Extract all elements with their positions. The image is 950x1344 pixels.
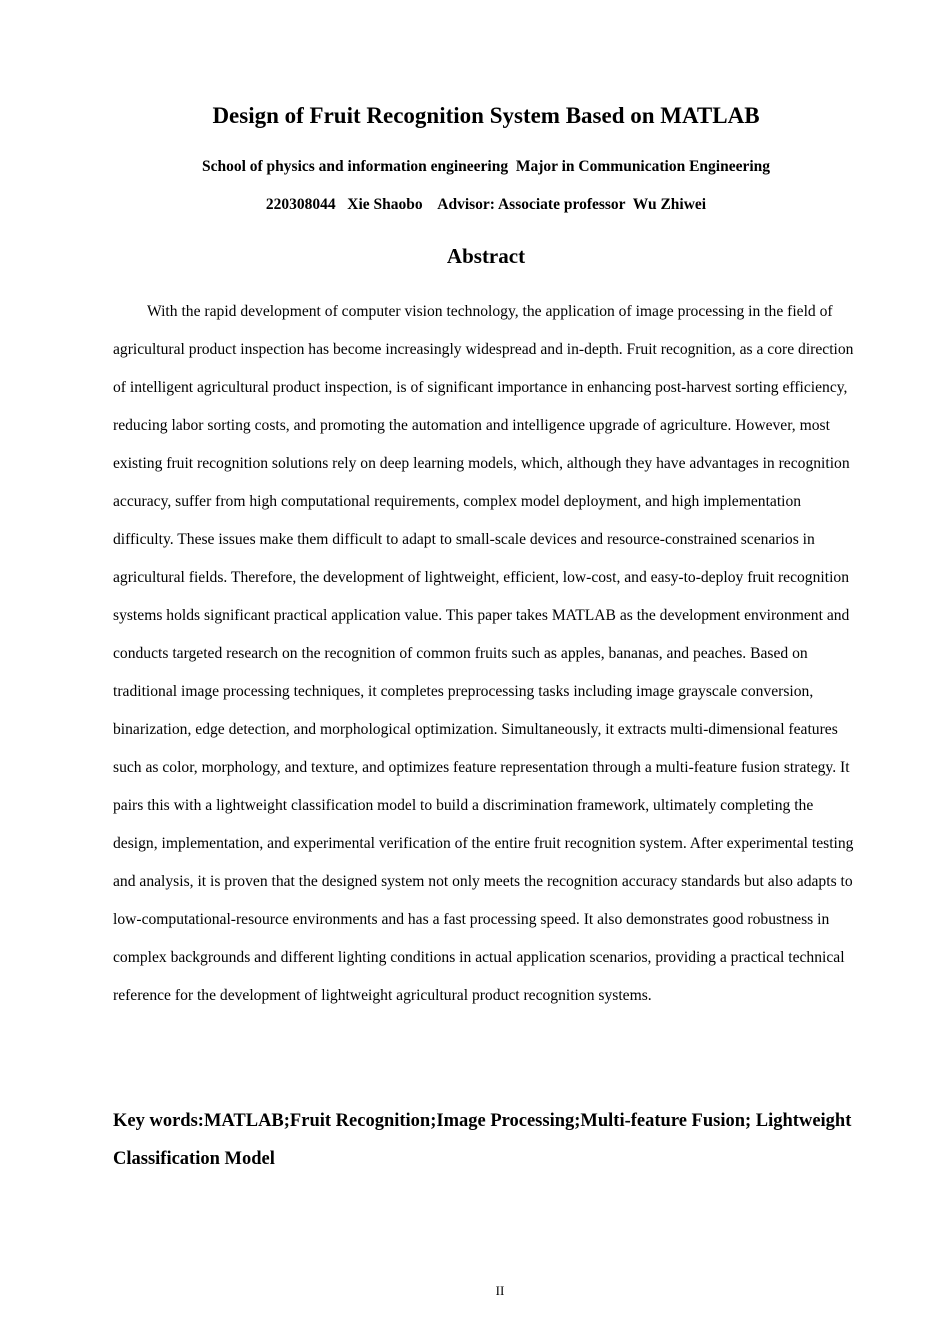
keywords: Key words:MATLAB;Fruit Recognition;Image Processing;Multi-feature Fusion; Lightweight Classification Model [113, 1111, 852, 1169]
author-advisor-line: 220308044 Xie Shaobo Advisor: Associate professor Wu Zhiwei [265, 196, 707, 213]
document-title: Design of Fruit Recognition System Based on MATLAB [212, 103, 760, 128]
school-major-line: School of physics and information engineering Major in Communication Engineering [201, 158, 771, 175]
page-number: II [495, 1283, 505, 1298]
abstract-heading: Abstract [446, 244, 526, 268]
abstract-paragraph: With the rapid development of computer vision technology, the application of image processing in the field of agricultural product inspection has become increasingly widespread and in-depth. Fruit recognition, as a core direction of intelligent agricultural product inspection, is of significant importance in enhancing post-harvest sorting efficiency, reducing labor sorting costs, and promoting the automation and intelligence upgrade of agriculture. However, most existing fruit recognition solutions rely on deep learning models, which, although they have advantages in recognition accuracy, suffer from high computational requirements, complex model deployment, and high implementation difficulty. These issues make them difficult to adapt to small-scale devices and resource-constrained scenarios in agricultural fields. Therefore, the development of lightweight, efficient, low-cost, and easy-to-deploy fruit recognition systems holds significant practical application value. This paper takes MATLAB as the development environment and conducts targeted research on the recognition of common fruits such as apples, bananas, and peaches. Based on traditional image processing techniques, it completes preprocessing tasks including image grayscale conversion, binarization, edge detection, and morphological optimization. Simultaneously, it extracts multi-dimensional features such as color, morphology, and texture, and optimizes feature representation through a multi-feature fusion strategy. It pairs this with a lightweight classification model to build a discrimination framework, ultimately completing the design, implementation, and experimental verification of the entire fruit recognition system. After experimental testing and analysis, it is proven that the designed system not only meets the recognition accuracy standards but also adapts to low-computational-resource environments and has a fast processing speed. It also demonstrates good robustness in complex backgrounds and different lighting conditions in actual application scenarios, providing a practical technical reference for the development of lightweight agricultural product recognition systems. [113, 303, 854, 1004]
